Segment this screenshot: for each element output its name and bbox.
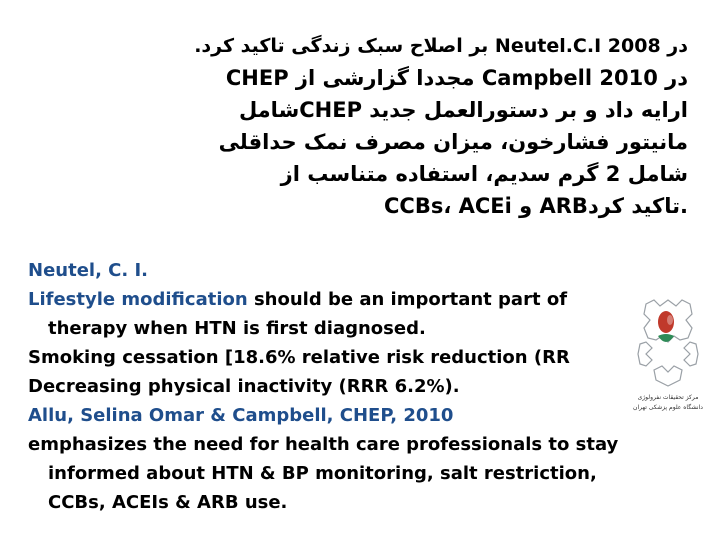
english-text-block [28,256,698,517]
emphasis-line-1: emphasizes the need for health care professionals to stay [28,434,619,455]
emphasis-line-2: informed about HTN & BP monitoring, salt restriction, [48,463,597,484]
smoking-line: Smoking cessation [18.6% relative risk reduction (RR [28,347,570,368]
lifestyle-continuation: therapy when HTN is first diagnosed. [48,318,426,339]
kidney-emblem-icon [626,296,710,392]
logo-caption-1: مرکز تحقیقات نفرولوژی [637,394,699,401]
persian-line-2: در 2010 Campbell مجددا گزارشی از CHEP [225,66,688,90]
persian-line-1: در 2008 Neutel.C.I بر اصلاح سبک زندگی تاکید کرد. [194,35,688,57]
logo-caption-2: دانشگاه علوم پزشکی تهران [633,404,703,411]
persian-line-6: CCBs، ACEi و ARBتاکید کرد. [384,194,688,218]
nephrology-center-logo [626,296,710,420]
emphasis-line-3: CCBs, ACEIs & ARB use. [48,492,288,513]
lifestyle-term: Lifestyle modification [28,289,248,310]
author-allu: Allu, Selina Omar & Campbell, CHEP, 2010 [28,405,454,426]
persian-text-block [48,30,688,222]
lifestyle-line [28,285,698,314]
persian-line-3: ارایه داد و بر دستورالعمل جدید CHEPشامل [238,98,688,122]
author-neutel: Neutel, C. I. [28,260,149,281]
inactivity-line: Decreasing physical inactivity (RRR 6.2%). [28,376,460,397]
persian-line-4: مانیتور فشارخون، میزان مصرف نمک حداقلی [218,130,688,154]
persian-line-5: شامل 2 گرم سدیم، استفاده متناسب از [280,162,688,186]
lifestyle-rest: should be an important part of [247,289,568,310]
